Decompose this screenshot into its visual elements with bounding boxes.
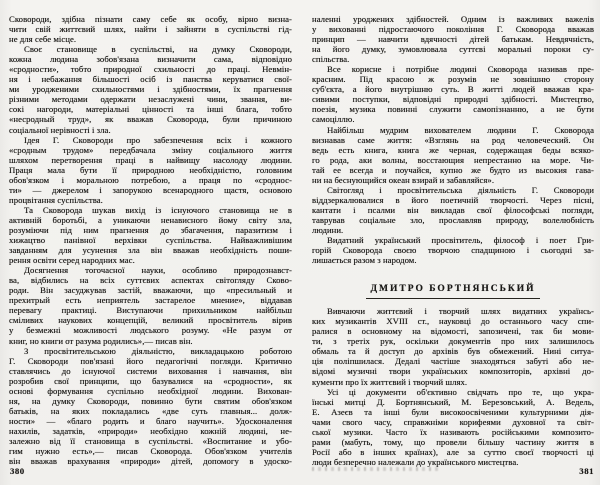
text-line: розуміючи під ним прагнення до збагачення, паразитизм і [9, 224, 292, 235]
text-line: принцип — навчити вдячності дітей батькам. Невдячність, [312, 34, 594, 45]
chapter-heading: ДМИТРО БОРТНЯНСЬКИЙ [366, 284, 539, 299]
text-line: віддзеркалювалися в його поетичній творчості. Через пісні, [312, 194, 594, 205]
text-line: наленні уроджених здібностей. Одним із важливих важелів [312, 14, 594, 24]
text-line: ва, відбились на всіх суттєвих аспектах світогляду Сково- [9, 275, 292, 286]
text-line: лишається разом з народом. [312, 255, 417, 266]
text-line: завданням для усунення зла він вважав необхідність поши- [9, 245, 292, 256]
text-line: ралися в основному на відомості, запозичені, так би мови- [312, 326, 594, 337]
text-line: Ідея Г. Сковороди про забезпечення всіх і кожного [24, 134, 292, 145]
text-line: він вважав врахування «природи» дітей, допомогу в удоско- [9, 456, 292, 467]
text-line: Видатний український просвітитель, філософ і поет Гри- [327, 235, 594, 246]
text-line: З просвітительською діяльністю, викладацькою роботою [24, 345, 292, 356]
page-number-right: 381 [579, 466, 594, 476]
text-line: людини. [312, 224, 344, 235]
text-line: Найбільш мудрим вихователем людини Г. Сковорода [327, 124, 594, 135]
text-line: го рода, аки волны, восстающия непрестанно на море. Чи- [312, 154, 594, 165]
text-line: ти» — джерелом і запорукою всенародного щастя, основою [9, 184, 292, 195]
text-line: відомі музичні твори українських композиторів, архівні до- [312, 366, 594, 377]
text-line: поезія, музика повинні служити самопізнанню, а не бути [312, 104, 594, 115]
text-line: у вихованні підростаючого покоління Г. Сковорода вважав [312, 24, 594, 35]
text-line: суб'єкта, а його внутрішню суть. В житті людей вважав кра- [312, 84, 594, 95]
text-line: ставлячись до існуючої системи виховання і навчання, він [9, 365, 292, 376]
text-line: рами (мабуть, тому, що провели більшу частину життя в [312, 436, 594, 447]
text-line: розробив свої принципи, що базувалися на «сродности», як [9, 375, 292, 386]
text-line: спільства. [312, 54, 350, 65]
text-line: перевагу практиці. Виступаючи прихильником найбільш [9, 305, 292, 316]
text-line: соціальної нерівності і зла. [9, 124, 111, 135]
page-number-left: 380 [10, 466, 25, 476]
text-line: ня і небажання більшості осіб із панства керуватися свої- [9, 74, 292, 85]
text-line: таврував соціальне зло, прославляв природу, волелюбність [312, 214, 594, 225]
text-line: прехитрый есть неприятель застарелое мнение», віддавав [9, 295, 292, 306]
page-right-text-column [312, 14, 594, 467]
text-line: хижацтво панівної верхівки суспільства. Найважливішим [9, 235, 292, 246]
text-line: кожна людина зобов'язана визначити сама, відповідно [9, 54, 292, 65]
text-line: ни на беснующийся океан взирай и забавляйся». [312, 174, 495, 185]
text-line: Праця мала бути її природною необхідністю, головним [9, 164, 292, 175]
text-line: Г. Сковороди пов'язані його педагогічні погляди. Критично [9, 355, 292, 366]
text-line: ми уродженими схильностями і здібностями, їх прагнення [9, 84, 292, 95]
text-line: Вивчаючи життєвий і творчий шлях видатних українсь- [327, 306, 594, 317]
text-line: люди безперечно належали до українського мистецтва. [312, 456, 519, 467]
text-line: ности» — «благо родить и благо научить». Удосконалення [9, 415, 292, 426]
text-line: горій Сковорода своєю творчою спадщиною і сьогодні за- [312, 245, 594, 256]
text-line: ня, на думку Сковороди, повинно бути святим обов'язком [9, 395, 292, 406]
text-line: ведь есть книга, книга же черная, содержащая беды всяко- [312, 144, 594, 155]
text-line: Усі ці документи об'єктивно свідчать про те, що укра- [327, 386, 594, 397]
text-line: красним. Під красою ж розумів не зовнішню сторону [312, 74, 594, 85]
text-line: Сковороди, здібна пізнати саму себе як особу, вірно визна- [9, 14, 292, 24]
text-line: самоціллю. [312, 114, 355, 125]
text-line: «сродности», тобто природної схильності до праці. Невмін- [9, 64, 292, 75]
text-line: їнські митці Д. Бортнянський, М. Березовський, А. Ведель, [312, 396, 594, 407]
text-line: обов'язком і моральною потребою, а праця по «сроднос- [9, 174, 292, 185]
text-line: Своє становище в суспільстві, на думку Сковороди, [24, 44, 292, 55]
text-line: тай ее всегда и поучайся, купно же будто из высокия гава- [312, 164, 594, 175]
text-line: книг, но книги от разума родились»,— писав він. [9, 335, 193, 346]
text-line: Росії або в інших країнах), але за суттю своєї творчості ці [312, 446, 594, 457]
text-line: Все корисне і потрібне людині Сковорода називав пре- [327, 64, 594, 75]
text-line: визнавав саме життя: «Взглянь на род человеческий. Он [312, 134, 594, 145]
text-line: у безмежні можливості людського розуму. «Не разум от [9, 325, 292, 336]
text-line: Досягнення тогочасної науки, особливо природознавст- [24, 265, 292, 276]
text-line: батьків, на яких покладались «две суть главныя... долж- [9, 405, 292, 416]
text-line: залежно від її становища в суспільстві. «Воспитание и убо- [9, 435, 292, 446]
text-line: роди. Він засуджував застій, вважаючи, що «пресильный и [9, 285, 292, 296]
text-line: ти, з третіх рук, оскільки документів про них залишилось [312, 336, 594, 347]
print-artifact-smudge [312, 467, 440, 471]
text-line: процвітання суспільства. [9, 194, 103, 205]
text-line: основі формування суспільно необхідної людини. Вихован- [9, 385, 292, 396]
text-line: на його думку, зумовлювала суттєві моральні пороки су- [312, 44, 594, 55]
text-line: не для себе місце. [9, 34, 77, 45]
text-line: Світогляд і просвітительська діяльність Г. Сковороди [327, 184, 594, 195]
text-line: різними методами одержати незаслужені чини, звання, ви- [9, 94, 292, 105]
text-line: нахилів, задатків, «природи» необхідно кожній людині, не- [9, 425, 292, 436]
text-line: чами свого часу, справжніми корифеями духовної та світ- [312, 416, 594, 427]
text-line: ких музикантів XVIII ст., науковці до останнього часу спи- [312, 316, 594, 327]
text-line: ція поліпшилася. Дедалі частіше знаходяться забуті або не- [312, 356, 594, 367]
text-line: кументи про їх життєвий і творчий шлях. [312, 376, 468, 387]
page-left-text-column [9, 14, 292, 466]
text-line: кантати і псалми він викладав свої філософські погляди, [312, 204, 594, 215]
text-line: шляхом перетворення праці в найвищу насолоду людини. [9, 154, 292, 165]
text-line: сміливих наукових концепцій, великий просвітитель вірив [9, 315, 292, 326]
text-line: рення освіти серед народних мас. [9, 255, 135, 266]
text-line: «сродным трудом» передбачала зміну соціального життя [9, 144, 292, 155]
text-line: чити свій життєвий шлях, найти і зайняти в суспільстві гід- [9, 24, 292, 35]
text-line: обмаль та й доступ до архівів був обмежений. Нині ситуа- [312, 346, 594, 357]
text-line: Е. Азеєв та інші були високоосвіченими культурними дія- [312, 406, 594, 417]
text-line: Та Сковорода шукав вихід із існуючого становища не в [24, 204, 292, 215]
text-line: ської музики. Часто їх називають російськими композито- [312, 426, 594, 437]
text-line: «несродный труд», як вважав Сковорода, були причиною [9, 114, 292, 125]
text-line: активній боротьбі, а уникаючи ненависного йому світу зла, [9, 214, 292, 225]
text-line: гим нужно есть»,— писав Сковорода. Обов'язком учителів [9, 446, 292, 457]
text-line: сивими поступки, відповідні природні здібності. Мистецтво, [312, 94, 594, 105]
text-line: сокі нагороди, матеріальні цінності та інші блага, тобто [9, 104, 292, 115]
chapter-heading-row [312, 265, 594, 306]
